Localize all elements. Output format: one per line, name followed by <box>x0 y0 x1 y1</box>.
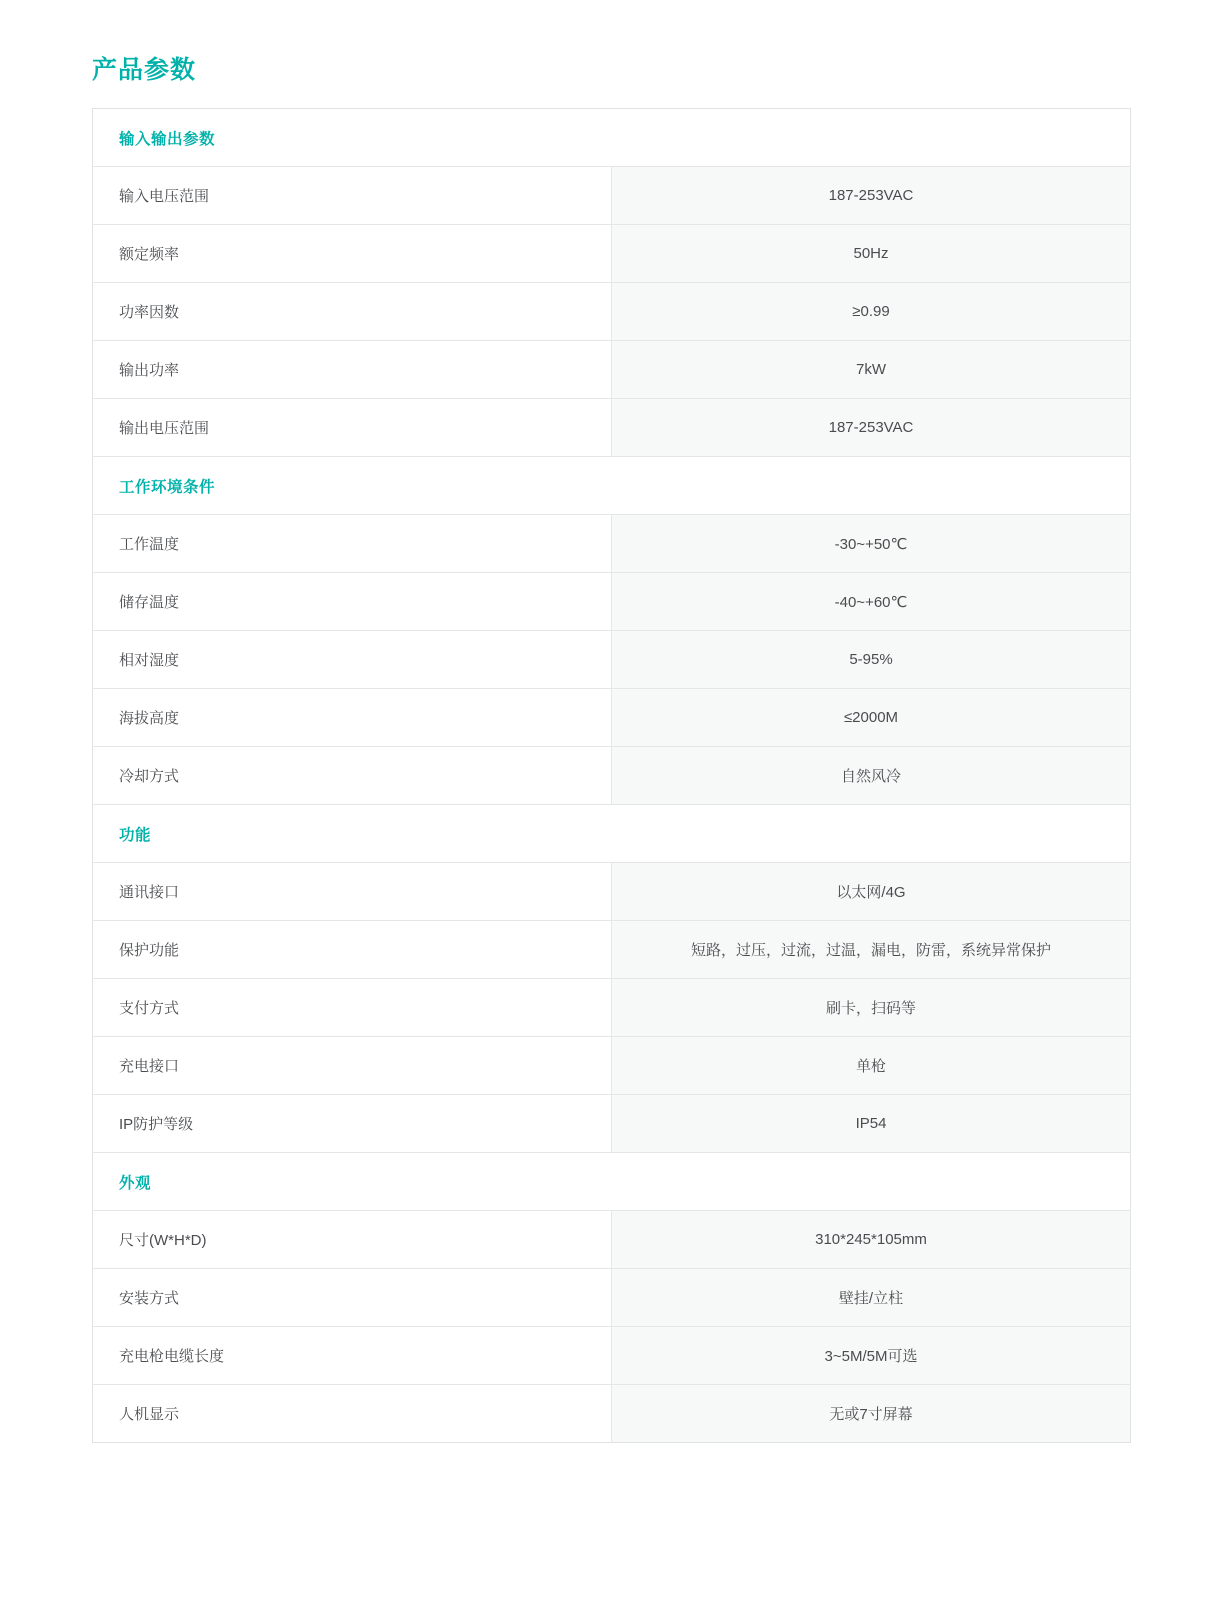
spec-label-cell: 储存温度 <box>93 573 612 631</box>
spec-value-cell: 自然风冷 <box>612 747 1131 805</box>
table-row <box>93 167 1131 225</box>
spec-value-cell: 7kW <box>612 341 1131 399</box>
spec-group-label: 功能 <box>93 805 1131 863</box>
spec-label-cell: 安装方式 <box>93 1269 612 1327</box>
spec-group-row <box>93 805 1131 863</box>
spec-label-cell: 支付方式 <box>93 979 612 1037</box>
table-row <box>93 399 1131 457</box>
spec-label-cell: 人机显示 <box>93 1385 612 1443</box>
table-row <box>93 631 1131 689</box>
table-row <box>93 1269 1131 1327</box>
spec-label-cell: 冷却方式 <box>93 747 612 805</box>
spec-label-cell: IP防护等级 <box>93 1095 612 1153</box>
spec-value-cell: ≥0.99 <box>612 283 1131 341</box>
spec-label-cell: 充电枪电缆长度 <box>93 1327 612 1385</box>
page-title: 产品参数 <box>92 56 197 84</box>
spec-value-cell: 壁挂/立柱 <box>612 1269 1131 1327</box>
spec-value-cell: 刷卡，扫码等 <box>612 979 1131 1037</box>
spec-value-cell: 无或7寸屏幕 <box>612 1385 1131 1443</box>
table-row <box>93 1327 1131 1385</box>
spec-value-cell: 5-95% <box>612 631 1131 689</box>
spec-value-cell: 50Hz <box>612 225 1131 283</box>
table-row <box>93 979 1131 1037</box>
spec-label-cell: 功率因数 <box>93 283 612 341</box>
table-row <box>93 573 1131 631</box>
table-row <box>93 225 1131 283</box>
spec-group-row <box>93 457 1131 515</box>
spec-label-cell: 工作温度 <box>93 515 612 573</box>
spec-label-cell: 输出电压范围 <box>93 399 612 457</box>
spec-value-cell: 以太网/4G <box>612 863 1131 921</box>
spec-label-cell: 额定频率 <box>93 225 612 283</box>
spec-group-row <box>93 1153 1131 1211</box>
spec-label-cell: 输入电压范围 <box>93 167 612 225</box>
spec-value-cell: 187-253VAC <box>612 399 1131 457</box>
table-row <box>93 1211 1131 1269</box>
spec-table-body <box>93 109 1131 1443</box>
spec-label-cell: 尺寸(W*H*D) <box>93 1211 612 1269</box>
spec-value-cell: ≤2000M <box>612 689 1131 747</box>
table-row <box>93 341 1131 399</box>
table-row <box>93 921 1131 979</box>
spec-group-row <box>93 109 1131 167</box>
table-row <box>93 515 1131 573</box>
spec-value-cell: -30~+50℃ <box>612 515 1131 573</box>
spec-value-cell: 187-253VAC <box>612 167 1131 225</box>
spec-group-label: 输入输出参数 <box>93 109 1131 167</box>
spec-value-cell: 单枪 <box>612 1037 1131 1095</box>
spec-label-cell: 相对湿度 <box>93 631 612 689</box>
table-row <box>93 689 1131 747</box>
table-row <box>93 283 1131 341</box>
product-parameters-table <box>92 108 1131 1443</box>
spec-label-cell: 通讯接口 <box>93 863 612 921</box>
table-row <box>93 1095 1131 1153</box>
spec-value-cell: 310*245*105mm <box>612 1211 1131 1269</box>
table-row <box>93 747 1131 805</box>
spec-group-label: 外观 <box>93 1153 1131 1211</box>
spec-value-cell: -40~+60℃ <box>612 573 1131 631</box>
spec-value-cell: IP54 <box>612 1095 1131 1153</box>
spec-label-cell: 保护功能 <box>93 921 612 979</box>
table-row <box>93 863 1131 921</box>
spec-value-cell: 3~5M/5M可选 <box>612 1327 1131 1385</box>
spec-value-cell: 短路，过压，过流，过温，漏电，防雷，系统异常保护 <box>612 921 1131 979</box>
table-row <box>93 1385 1131 1443</box>
spec-label-cell: 输出功率 <box>93 341 612 399</box>
spec-label-cell: 海拔高度 <box>93 689 612 747</box>
table-row <box>93 1037 1131 1095</box>
spec-label-cell: 充电接口 <box>93 1037 612 1095</box>
spec-group-label: 工作环境条件 <box>93 457 1131 515</box>
